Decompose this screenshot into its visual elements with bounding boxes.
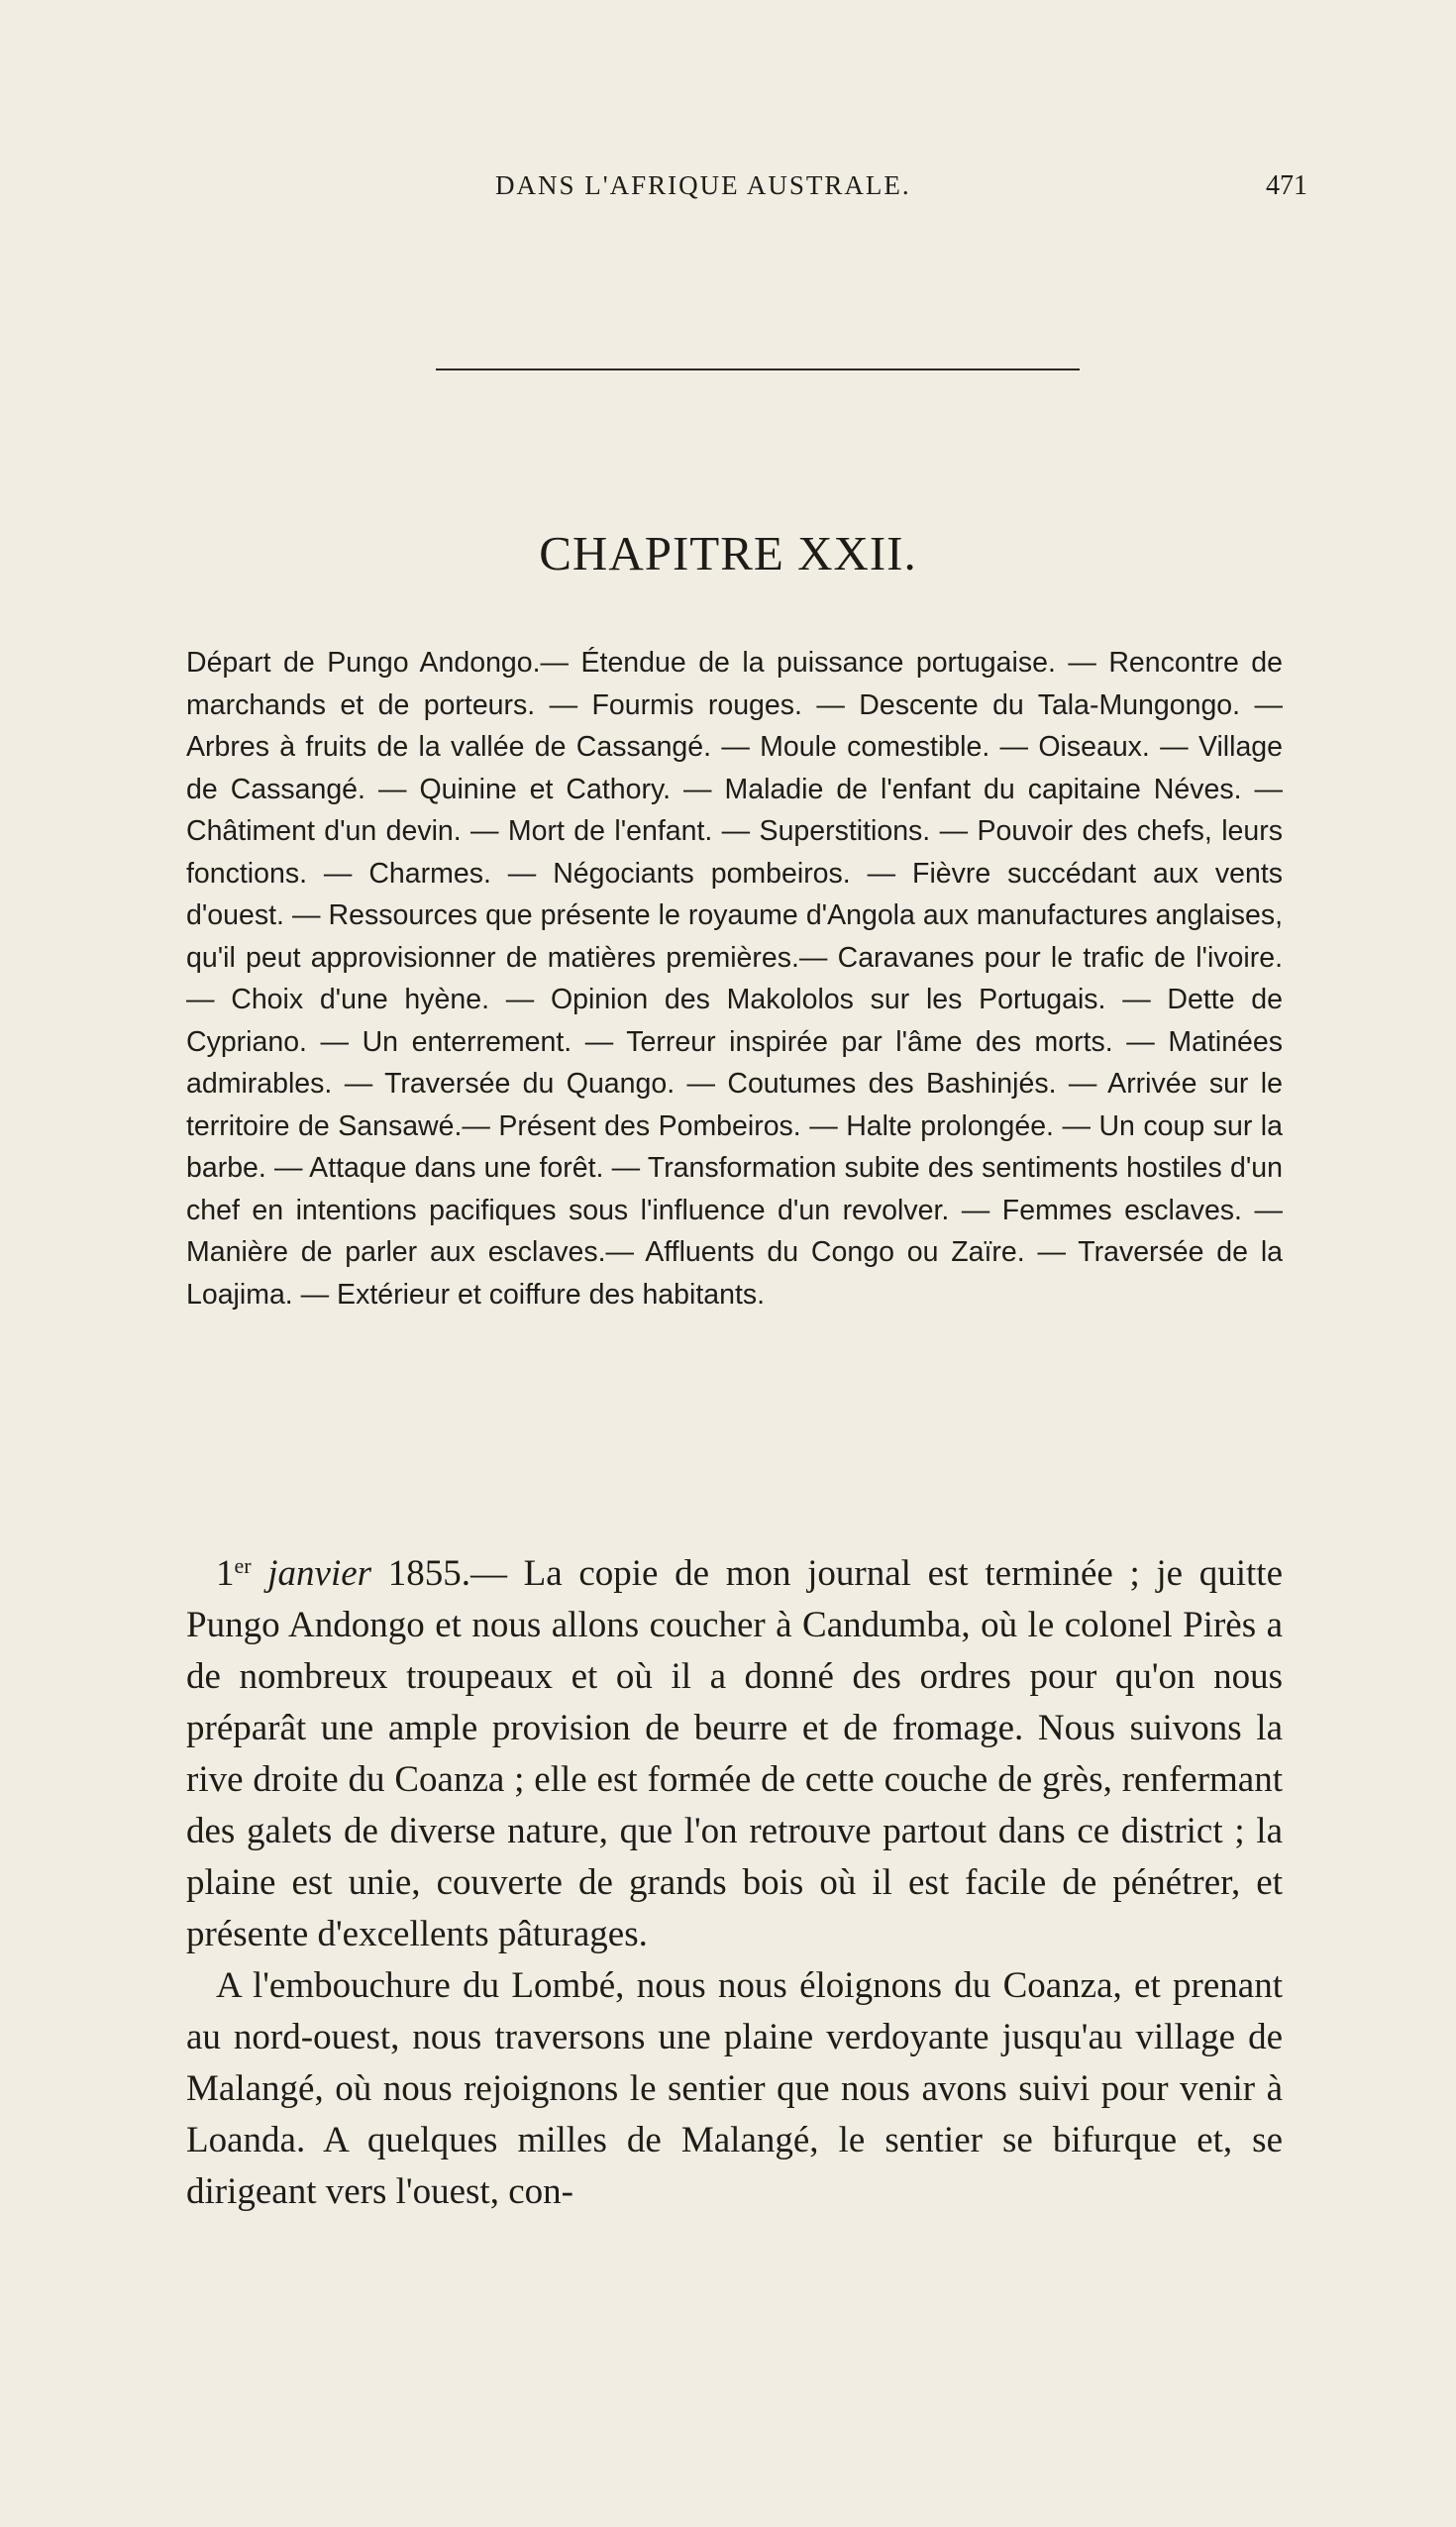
date-month: janvier	[267, 1553, 372, 1594]
date-ordinal: er	[234, 1553, 252, 1578]
paragraph-1	[186, 1540, 1283, 1960]
page-number: 471	[1266, 170, 1307, 201]
running-head	[158, 170, 1307, 220]
date-year: 1855.—	[387, 1553, 507, 1594]
chapter-title: CHAPITRE XXII.	[539, 526, 917, 580]
running-title: DANS L'AFRIQUE AUSTRALE.	[495, 170, 911, 200]
date-day: 1	[216, 1553, 235, 1594]
paragraph-2: A l'embouchure du Lombé, nous nous éloignons du Coanza, et prenant au nord-ouest, nous traversons une plaine verdoyante jusqu'au village de Malangé, où nous rejoignons le sentier que nous avons suivi pour venir à Loanda. A quelques milles de Malangé, le sentier se bifurque et, se dirigeant vers l'ouest, con-	[186, 1965, 1283, 2212]
body-text	[186, 1540, 1283, 2218]
header-rule	[436, 369, 1080, 370]
paragraph-1-text: La copie de mon journal est terminée ; je quitte Pungo Andongo et nous allons coucher à Candumba, où le colonel Pirès a de nombreux troupeaux et où il a donné des ordres pour qu'on nous préparât une ample provision de beurre et de fromage. Nous suivons la rive droite du Coanza ; elle est formée de cette couche de grès, renfermant des galets de diverse nature, que l'on retrouve partout dans ce district ; la plaine est unie, couverte de grands bois où il est facile de pénétrer, et présente d'excellents pâturages.	[186, 1553, 1284, 1954]
chapter-summary: Départ de Pungo Andongo.— Étendue de la puissance portugaise. — Rencontre de marchands et de porteurs. — Fourmis rouges. — Descente du Tala-Mungongo. — Arbres à fruits de la vallée de Cassangé. — Moule comestible. — Oiseaux. — Village de Cassangé. — Quinine et Cathory. — Maladie de l'enfant du capitaine Néves. — Châtiment d'un devin. — Mort de l'enfant. — Superstitions. — Pouvoir des chefs, leurs fonctions. — Charmes. — Négociants pombeiros. — Fièvre succédant aux vents d'ouest. — Ressources que présente le royaume d'Angola aux manufactures anglaises, qu'il peut approvisionner de matières premières.— Caravanes pour le trafic de l'ivoire. — Choix d'une hyène. — Opinion des Makololos sur les Portugais. — Dette de Cypriano. — Un enterrement. — Terreur inspirée par l'âme des morts. — Matinées admirables. — Traversée du Quango. — Coutumes des Bashinjés. — Arrivée sur le territoire de Sansawé.— Présent des Pombeiros. — Halte prolongée. — Un coup sur la barbe. — Attaque dans une forêt. — Transformation subite des sentiments hostiles d'un chef en intentions pacifiques sous l'influence d'un revolver. — Femmes esclaves. — Manière de parler aux esclaves.— Affluents du Congo ou Zaïre. — Traversée de la Loajima. — Extérieur et coiffure des habitants.	[186, 647, 1283, 1311]
